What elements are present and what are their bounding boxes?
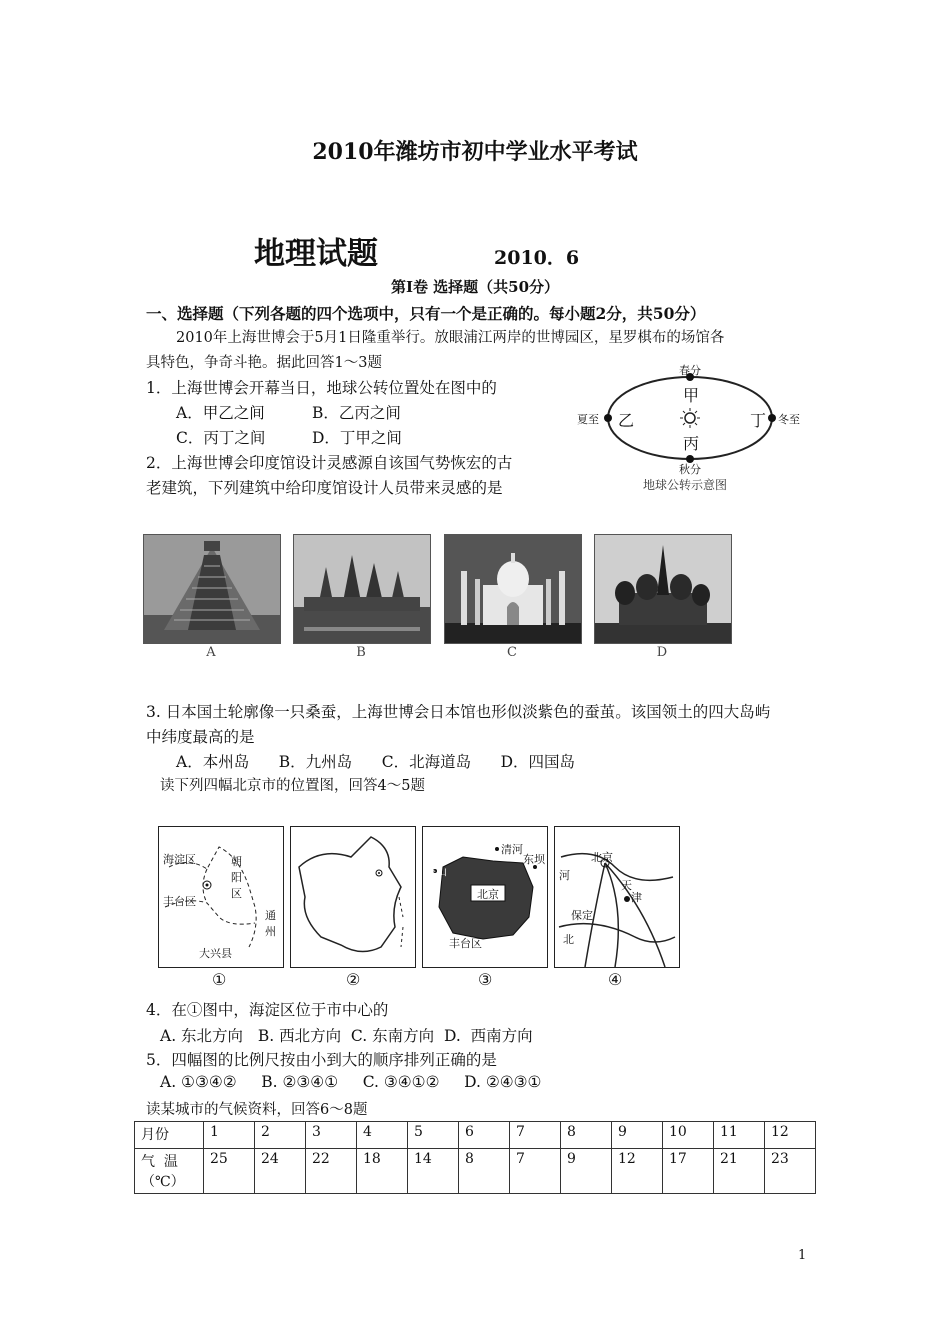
table-cell: 12 xyxy=(765,1122,816,1149)
table-cell: 3 xyxy=(306,1122,357,1149)
q1-stem: 1．上海世博会开幕当日，地球公转位置处在图中的 xyxy=(146,379,497,397)
map3-beijing: 北京 xyxy=(477,888,499,901)
table-cell: 17 xyxy=(663,1149,714,1194)
map1-haidian: 海淀区 xyxy=(163,853,196,866)
table-cell: 8 xyxy=(459,1149,510,1194)
orbit-bing-label: 丙 xyxy=(683,434,700,453)
table-cell: 9 xyxy=(561,1149,612,1194)
orbit-caption: 地球公转示意图 xyxy=(643,478,728,492)
table-cell: 23 xyxy=(765,1149,816,1194)
table-cell: 2 xyxy=(255,1122,306,1149)
orbit-yi-label: 乙 xyxy=(618,411,635,430)
map-4-label: ④ xyxy=(608,970,623,989)
q2-line-2: 老建筑，下列建筑中给印度馆设计人员带来灵感的是 xyxy=(146,479,503,497)
photo-d-label: D xyxy=(656,645,668,660)
photo-d-st-basil[interactable] xyxy=(594,534,732,644)
section-heading: 第Ⅰ卷 选择题（共50分） xyxy=(390,278,560,296)
map3-fengtai: 丰台区 xyxy=(449,937,482,950)
sun-icon xyxy=(680,408,700,428)
q3-line-1: 3. 日本国土轮廓像一只桑蚕，上海世博会日本馆也形似淡紫色的蚕茧。该国领土的四大岛屿 xyxy=(146,703,771,721)
exam-date: 2010．6 xyxy=(494,247,580,269)
table-cell: 25 xyxy=(204,1149,255,1194)
climate-table xyxy=(134,1121,816,1194)
map4-he: 河 xyxy=(559,869,570,882)
table-row-months xyxy=(135,1122,816,1149)
q4-stem: 4．在①图中，海淀区位于市中心的 xyxy=(146,1001,389,1019)
intro-line-1: 2010年上海世博会于5月1日隆重举行。放眼浦江两岸的世博园区，星罗棋布的场馆各 xyxy=(176,330,725,346)
table-row-temps xyxy=(135,1149,816,1194)
table-cell-temp-label xyxy=(135,1149,204,1194)
orbit-jia-label: 甲 xyxy=(683,386,700,405)
photo-a-pyramid[interactable] xyxy=(143,534,281,644)
table-cell: 5 xyxy=(408,1122,459,1149)
q5-options: A. ①③④② B. ②③④① C. ③④①② D. ②④③① xyxy=(160,1073,542,1091)
map3-dongba: 东坝 xyxy=(523,853,545,866)
part1-heading: 一、选择题（下列各题的四个选项中，只有一个是正确的。每小题2分，共50分） xyxy=(146,304,706,323)
map3-qinghe: 清河 xyxy=(501,843,523,856)
table-cell: 14 xyxy=(408,1149,459,1194)
q1-option-a: A．甲乙之间 xyxy=(176,404,265,422)
q45-intro: 读下列四幅北京市的位置图，回答4～5题 xyxy=(160,778,425,794)
summer-point xyxy=(604,414,612,422)
map-3-label: ③ xyxy=(478,970,493,989)
q3-options: A．本州岛 B．九州岛 C．北海道岛 D．四国岛 xyxy=(176,753,576,771)
map3-xiangshan: 香山 xyxy=(425,865,447,878)
table-cell: 8 xyxy=(561,1122,612,1149)
subject-title: 地理试题 xyxy=(254,236,378,272)
map1-daxing: 大兴县 xyxy=(199,947,232,960)
table-cell: 24 xyxy=(255,1149,306,1194)
map4-tian: 天 xyxy=(621,879,632,892)
orbit-winter-label: 冬至 xyxy=(778,413,800,426)
orbit-ding-label: 丁 xyxy=(750,411,767,430)
q68-intro: 读某城市的气候资料，回答6～8题 xyxy=(146,1102,368,1118)
q1-option-b: B．乙丙之间 xyxy=(312,404,401,422)
map4-jin: 津 xyxy=(631,891,642,904)
table-cell: 11 xyxy=(714,1122,765,1149)
table-cell: 12 xyxy=(612,1149,663,1194)
table-cell: 21 xyxy=(714,1149,765,1194)
q1-option-d: D．丁甲之间 xyxy=(312,429,402,447)
map-3[interactable] xyxy=(422,826,548,968)
map1-fengtai: 丰台区 xyxy=(163,895,196,908)
map4-bei: 北 xyxy=(563,933,574,946)
table-cell: 18 xyxy=(357,1149,408,1194)
exam-title: 2010年潍坊市初中学业水平考试 xyxy=(312,139,638,165)
table-cell: 1 xyxy=(204,1122,255,1149)
map-4[interactable] xyxy=(554,826,680,968)
q1-option-c: C．丙丁之间 xyxy=(176,429,266,447)
table-cell: 6 xyxy=(459,1122,510,1149)
table-cell: 4 xyxy=(357,1122,408,1149)
map-2-label: ② xyxy=(346,970,361,989)
intro-line-2: 具特色，争奇斗艳。据此回答1～3题 xyxy=(146,355,382,371)
table-cell: 10 xyxy=(663,1122,714,1149)
temp-label-b: （℃） xyxy=(141,1174,185,1190)
map1-chaoyang: 朝阳区 xyxy=(231,855,242,900)
orbit-spring-label: 春分 xyxy=(679,364,701,377)
map4-beijing: 北京 xyxy=(591,851,613,864)
map-2[interactable] xyxy=(290,826,416,968)
q4-options: A. 东北方向 B. 西北方向 C. 东南方向 D. 西南方向 xyxy=(160,1027,533,1045)
photo-c-taj-mahal[interactable] xyxy=(444,534,582,644)
table-cell: 7 xyxy=(510,1122,561,1149)
map-1[interactable] xyxy=(158,826,284,968)
photo-b-label: B xyxy=(356,645,366,660)
orbit-autumn-label: 秋分 xyxy=(679,463,701,476)
q3-line-2: 中纬度最高的是 xyxy=(146,728,255,746)
page-number: 1 xyxy=(798,1248,807,1263)
table-cell: 7 xyxy=(510,1149,561,1194)
photo-b-angkor[interactable] xyxy=(293,534,431,644)
photo-c-label: C xyxy=(507,645,517,660)
q2-line-1: 2．上海世博会印度馆设计灵感源自该国气势恢宏的古 xyxy=(146,454,513,472)
table-cell: 22 xyxy=(306,1149,357,1194)
table-cell-month-label: 月份 xyxy=(135,1122,204,1149)
q5-stem: 5．四幅图的比例尺按由小到大的顺序排列正确的是 xyxy=(146,1051,497,1069)
orbit-summer-label: 夏至 xyxy=(577,413,599,426)
orbit-diagram xyxy=(575,360,810,500)
photo-a-label: A xyxy=(206,645,216,660)
map-1-label: ① xyxy=(212,970,227,989)
table-cell: 9 xyxy=(612,1122,663,1149)
winter-point xyxy=(768,414,776,422)
temp-label-a: 气 温 xyxy=(141,1154,178,1170)
map4-baoding: 保定 xyxy=(571,909,593,922)
map1-tongzhou: 通州 xyxy=(265,909,276,938)
